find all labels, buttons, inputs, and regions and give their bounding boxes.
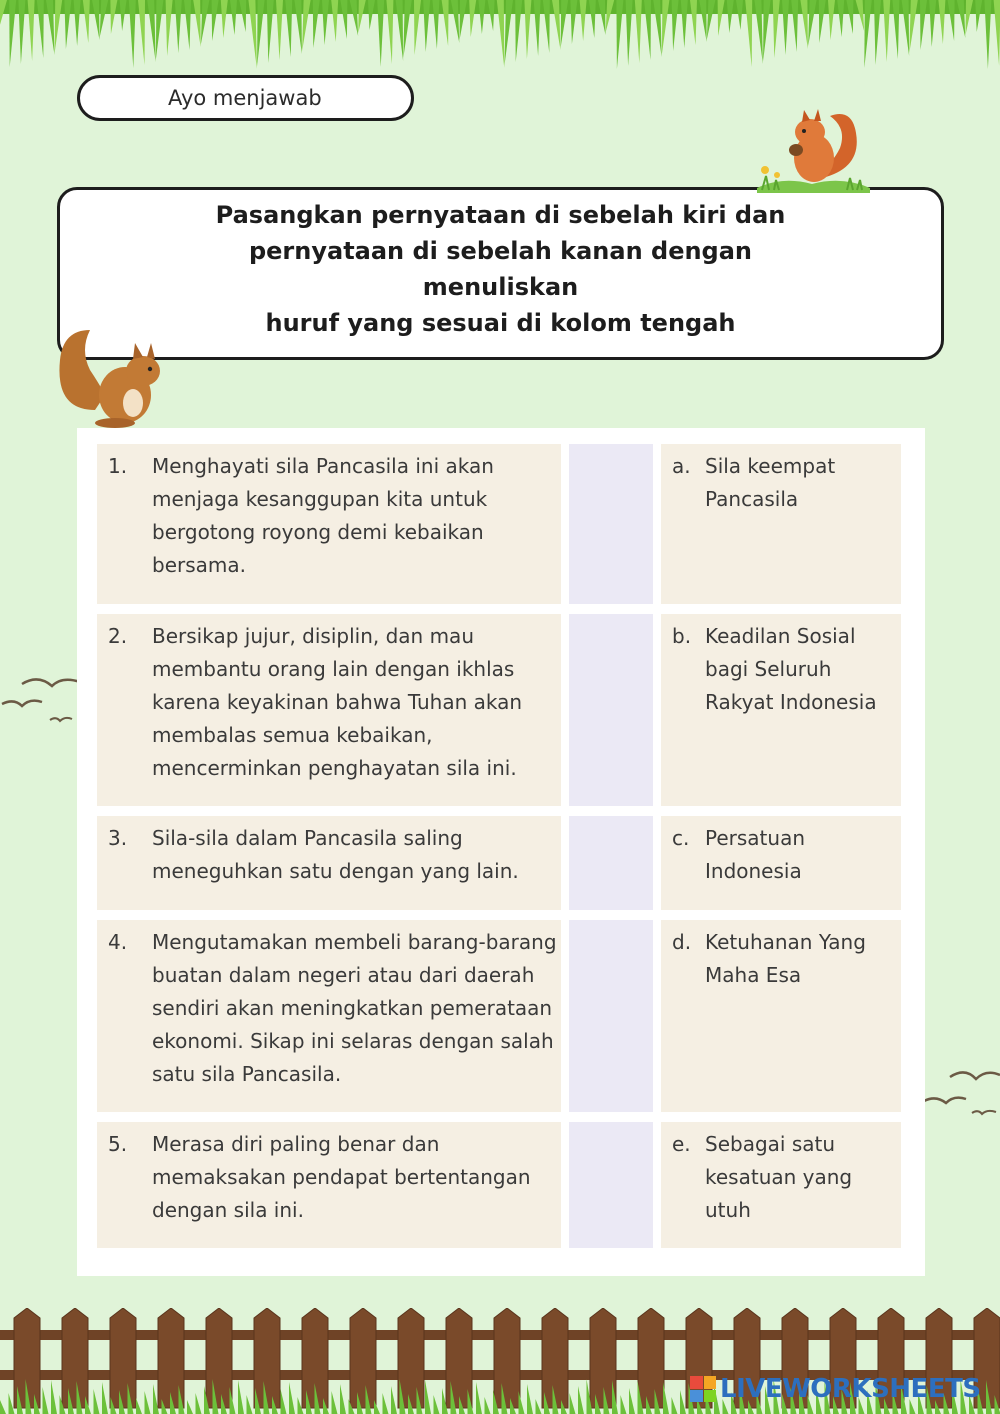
option-letter: d.	[672, 930, 692, 954]
answer-blank-5[interactable]	[569, 1122, 653, 1248]
option-cell	[661, 444, 901, 604]
instruction-text: Pasangkan pernyataan di sebelah kiri dan pernyataan di sebelah kanan dengan menuliskan huruf yang sesuai di kolom tengah	[215, 200, 786, 337]
squirrel-illustration-top	[752, 98, 872, 193]
statement-cell	[97, 1122, 561, 1248]
statement-text: Merasa diri paling benar dan memaksakan pendapat bertentangan dengan sila ini.	[152, 1132, 531, 1222]
watermark-text: LIVEWORKSHEETS	[720, 1374, 981, 1404]
statement-number: 3.	[108, 826, 128, 850]
option-letter: e.	[672, 1132, 691, 1156]
answer-blank-1[interactable]	[569, 444, 653, 604]
option-cell	[661, 920, 901, 1112]
statement-number: 1.	[108, 454, 128, 478]
birds-decoration-right	[920, 1065, 1000, 1125]
section-label-pill	[77, 75, 414, 121]
matching-table	[77, 428, 925, 1276]
statement-number: 2.	[108, 624, 128, 648]
statement-text: Sila-sila dalam Pancasila saling meneguhkan satu dengan yang lain.	[152, 826, 519, 883]
grass-border-top	[0, 0, 1000, 80]
answer-blank-4[interactable]	[569, 920, 653, 1112]
option-text: Ketuhanan Yang Maha Esa	[705, 930, 866, 987]
statement-number: 4.	[108, 930, 128, 954]
statement-cell	[97, 614, 561, 806]
statement-cell	[97, 920, 561, 1112]
option-text: Sila keempat Pancasila	[705, 454, 836, 511]
option-text: Persatuan Indonesia	[705, 826, 805, 883]
option-cell	[661, 1122, 901, 1248]
statement-text: Mengutamakan membeli barang-barang buatan dalam negeri atau dari daerah sendiri akan meningkatkan pemerataan ekonomi. Sikap ini selaras dengan salah satu sila Pancasila.	[152, 930, 557, 1086]
option-letter: c.	[672, 826, 690, 850]
statement-cell	[97, 444, 561, 604]
option-cell	[661, 816, 901, 910]
section-label: Ayo menjawab	[168, 86, 322, 110]
statement-number: 5.	[108, 1132, 128, 1156]
statement-text: Menghayati sila Pancasila ini akan menjaga kesanggupan kita untuk bergotong royong demi kebaikan bersama.	[152, 454, 494, 577]
statement-text: Bersikap jujur, disiplin, dan mau membantu orang lain dengan ikhlas karena keyakinan bahwa Tuhan akan membalas semua kebaikan, mencerminkan penghayatan sila ini.	[152, 624, 523, 780]
liveworksheets-logo-icon	[690, 1376, 716, 1402]
instruction-box	[57, 187, 944, 360]
option-letter: b.	[672, 624, 692, 648]
option-text: Keadilan Sosial bagi Seluruh Rakyat Indonesia	[705, 624, 877, 714]
birds-decoration-left	[0, 670, 85, 730]
statement-cell	[97, 816, 561, 910]
option-letter: a.	[672, 454, 691, 478]
answer-blank-3[interactable]	[569, 816, 653, 910]
liveworksheets-watermark	[690, 1374, 981, 1404]
option-cell	[661, 614, 901, 806]
option-text: Sebagai satu kesatuan yang utuh	[705, 1132, 853, 1222]
answer-blank-2[interactable]	[569, 614, 653, 806]
squirrel-illustration-left	[55, 315, 165, 430]
